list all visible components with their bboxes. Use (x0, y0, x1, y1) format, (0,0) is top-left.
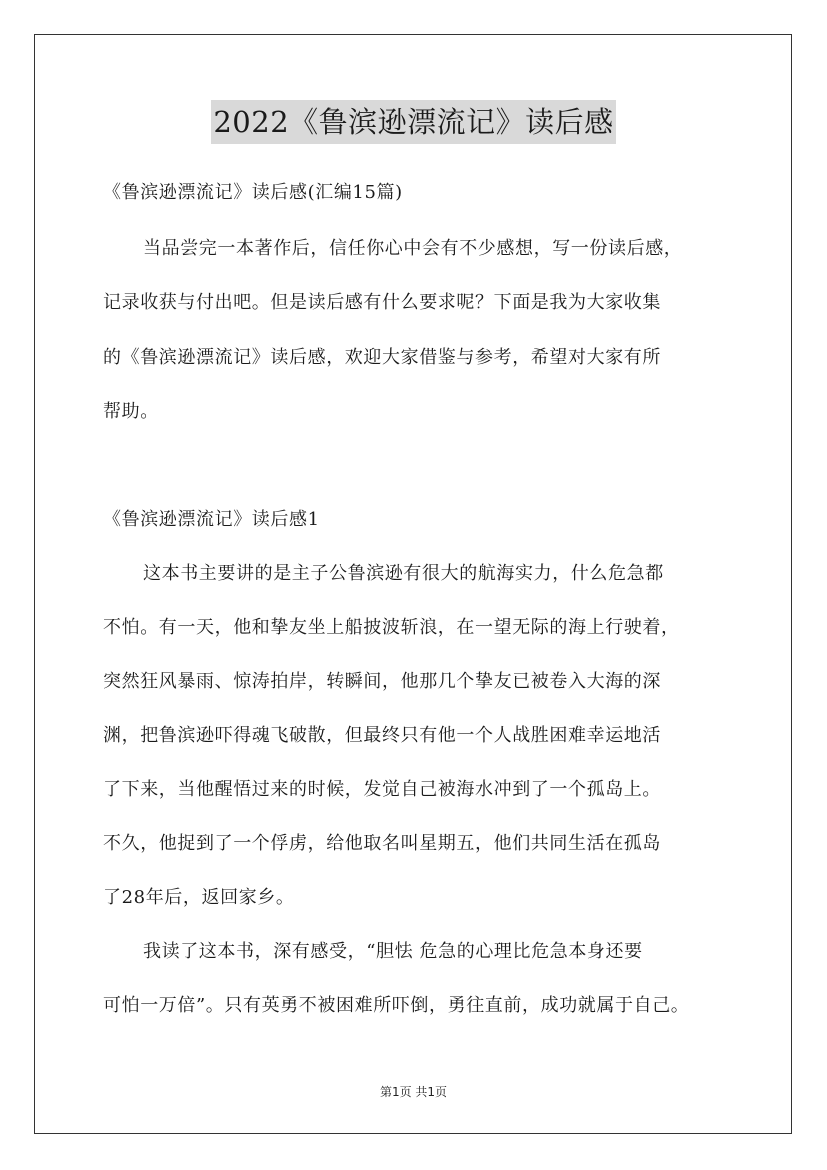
section1-para1-line-1: 这本书主要讲的是主子公鲁滨逊有很大的航海实力，什么危急都 (143, 563, 664, 584)
intro-line-4: 帮助。 (103, 401, 159, 422)
intro-line-2: 记录收获与付出吧。但是读后感有什么要求呢？下面是我为大家收集 (103, 292, 661, 313)
section1-para1-line-6: 不久，他捉到了一个俘虏，给他取名叫星期五，他们共同生活在孤岛 (103, 833, 661, 854)
document-subtitle: 《鲁滨逊漂流记》读后感(汇编15篇) (103, 182, 403, 203)
section1-para1-line-5: 了下来，当他醒悟过来的时候，发觉自己被海水冲到了一个孤岛上。 (103, 779, 661, 800)
section1-para2-line-2: 可怕一万倍”。只有英勇不被困难所吓倒，勇往直前，成功就属于自己。 (103, 995, 690, 1016)
section1-para2-line-1: 我读了这本书，深有感受，“胆怯 危急的心理比危急本身还要 (143, 941, 643, 962)
document-title-wrapper (0, 100, 827, 144)
section-heading-1: 《鲁滨逊漂流记》读后感1 (103, 509, 320, 530)
section1-para1-line-2: 不怕。有一天，他和挚友坐上船披波斩浪，在一望无际的海上行驶着， (103, 617, 680, 638)
intro-line-1: 当品尝完一本著作后，信任你心中会有不少感想，写一份读后感， (143, 238, 683, 259)
section1-para1-line-3: 突然狂风暴雨、惊涛拍岸，转瞬间，他那几个挚友已被卷入大海的深 (103, 671, 661, 692)
document-title: 2022《鲁滨逊漂流记》读后感 (211, 100, 615, 144)
intro-line-3: 的《鲁滨逊漂流记》读后感，欢迎大家借鉴与参考，希望对大家有所 (103, 347, 661, 368)
page-footer: 第1页 共1页 (379, 1085, 448, 1099)
section1-para1-line-4: 渊，把鲁滨逊吓得魂飞破散，但最终只有他一个人战胜困难幸运地活 (103, 725, 661, 746)
section1-para1-line-7: 了28年后，返回家乡。 (103, 887, 295, 908)
